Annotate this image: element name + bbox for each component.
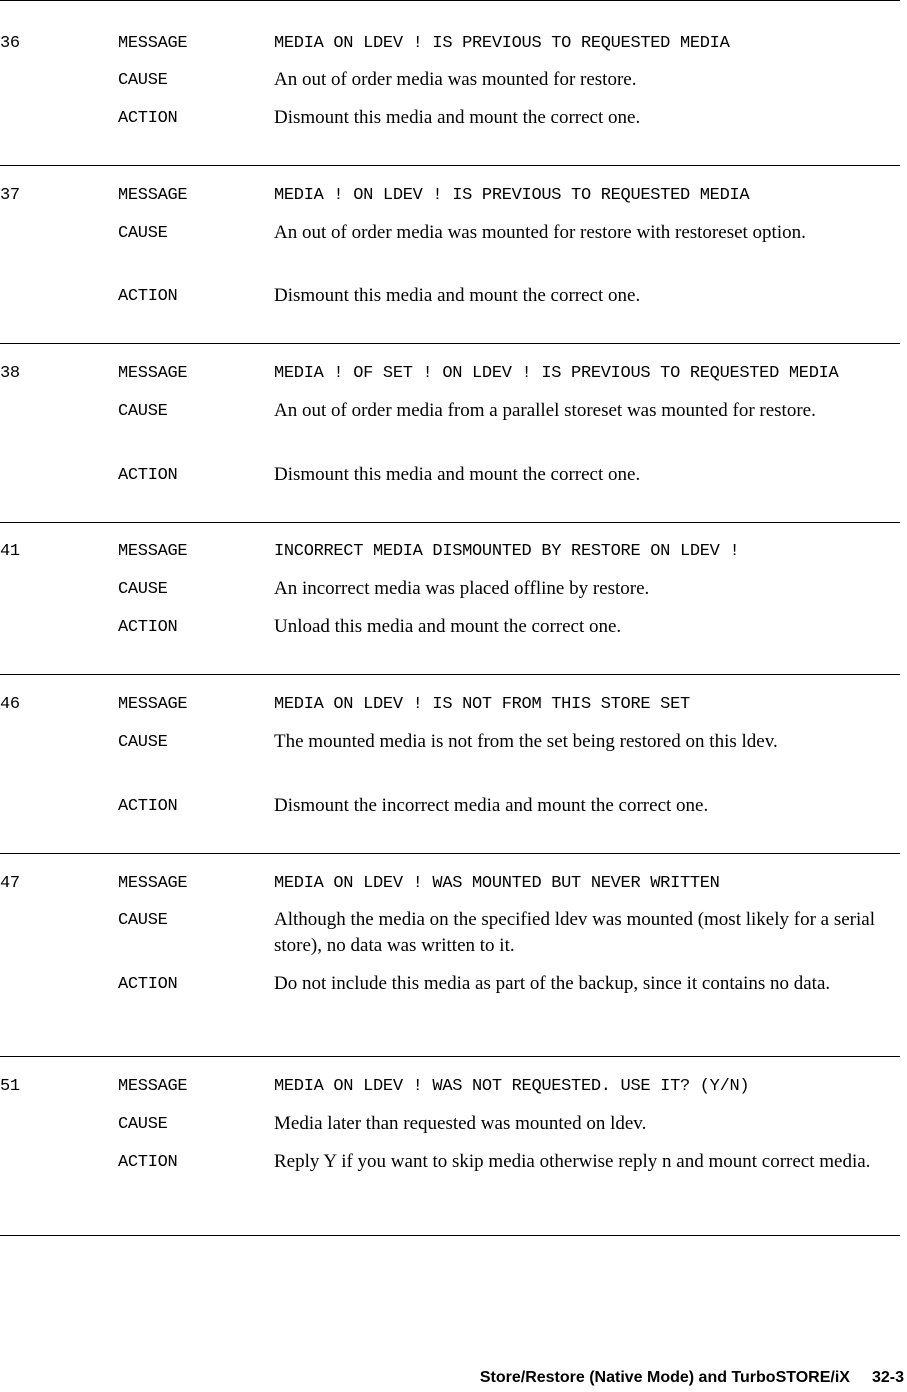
action-text: Unload this media and mount the correct one. xyxy=(274,616,622,637)
message-text: MEDIA ON LDEV ! WAS NOT REQUESTED. USE IT? (Y/N) xyxy=(274,1077,750,1096)
message-text: MEDIA ! OF SET ! ON LDEV ! IS PREVIOUS TO REQUESTED MEDIA xyxy=(274,364,839,383)
message-label: MESSAGE xyxy=(118,542,188,561)
message-label: MESSAGE xyxy=(118,364,188,383)
divider xyxy=(0,0,900,1)
cause-label: CAUSE xyxy=(118,1115,168,1134)
cause-label: CAUSE xyxy=(118,733,168,752)
cause-label: CAUSE xyxy=(118,224,168,243)
message-label: MESSAGE xyxy=(118,1077,188,1096)
message-label: MESSAGE xyxy=(118,874,188,893)
message-text: MEDIA ON LDEV ! IS NOT FROM THIS STORE SET xyxy=(274,695,690,714)
divider xyxy=(0,674,900,675)
page-number: 32-3 xyxy=(871,1369,904,1386)
message-text: MEDIA ! ON LDEV ! IS PREVIOUS TO REQUESTED MEDIA xyxy=(274,186,750,205)
action-text: Dismount this media and mount the correct one. xyxy=(274,285,641,306)
divider xyxy=(0,165,900,166)
cause-label: CAUSE xyxy=(118,911,168,930)
message-label: MESSAGE xyxy=(118,695,188,714)
message-code: 36 xyxy=(0,34,20,53)
divider xyxy=(0,522,900,523)
action-label: ACTION xyxy=(118,1153,178,1172)
cause-text: Although the media on the specified ldev was mounted (most likely for a serial store), no data was written to it. xyxy=(274,909,875,956)
cause-text: An out of order media from a parallel storeset was mounted for restore. xyxy=(274,400,816,421)
action-text: Reply Y if you want to skip media otherwise reply n and mount correct media. xyxy=(274,1151,871,1172)
action-text: Dismount this media and mount the correct one. xyxy=(274,107,641,128)
divider xyxy=(0,1235,900,1236)
action-text: Do not include this media as part of the backup, since it contains no data. xyxy=(274,973,831,994)
cause-text: An out of order media was mounted for restore with restoreset option. xyxy=(274,222,806,243)
action-text: Dismount the incorrect media and mount the correct one. xyxy=(274,795,709,816)
cause-text: Media later than requested was mounted on ldev. xyxy=(274,1113,647,1134)
cause-text: An incorrect media was placed offline by restore. xyxy=(274,578,650,599)
message-label: MESSAGE xyxy=(118,186,188,205)
message-code: 51 xyxy=(0,1077,20,1096)
message-code: 41 xyxy=(0,542,20,561)
action-label: ACTION xyxy=(118,618,178,637)
message-code: 38 xyxy=(0,364,20,383)
message-text: MEDIA ON LDEV ! IS PREVIOUS TO REQUESTED MEDIA xyxy=(274,34,730,53)
message-code: 47 xyxy=(0,874,20,893)
message-text: MEDIA ON LDEV ! WAS MOUNTED BUT NEVER WRITTEN xyxy=(274,874,720,893)
action-label: ACTION xyxy=(118,109,178,128)
cause-label: CAUSE xyxy=(118,580,168,599)
footer-title: Store/Restore (Native Mode) and TurboSTORE/iX xyxy=(479,1369,850,1386)
cause-label: CAUSE xyxy=(118,402,168,421)
message-text: INCORRECT MEDIA DISMOUNTED BY RESTORE ON LDEV ! xyxy=(274,542,740,561)
action-label: ACTION xyxy=(118,287,178,306)
cause-text: The mounted media is not from the set being restored on this ldev. xyxy=(274,731,778,752)
message-code: 46 xyxy=(0,695,20,714)
action-text: Dismount this media and mount the correct one. xyxy=(274,464,641,485)
message-code: 37 xyxy=(0,186,20,205)
divider xyxy=(0,1056,900,1057)
action-label: ACTION xyxy=(118,797,178,816)
cause-label: CAUSE xyxy=(118,71,168,90)
page-footer xyxy=(480,1369,904,1387)
message-label: MESSAGE xyxy=(118,34,188,53)
action-label: ACTION xyxy=(118,466,178,485)
divider xyxy=(0,343,900,344)
action-label: ACTION xyxy=(118,975,178,994)
divider xyxy=(0,853,900,854)
cause-text: An out of order media was mounted for restore. xyxy=(274,69,637,90)
